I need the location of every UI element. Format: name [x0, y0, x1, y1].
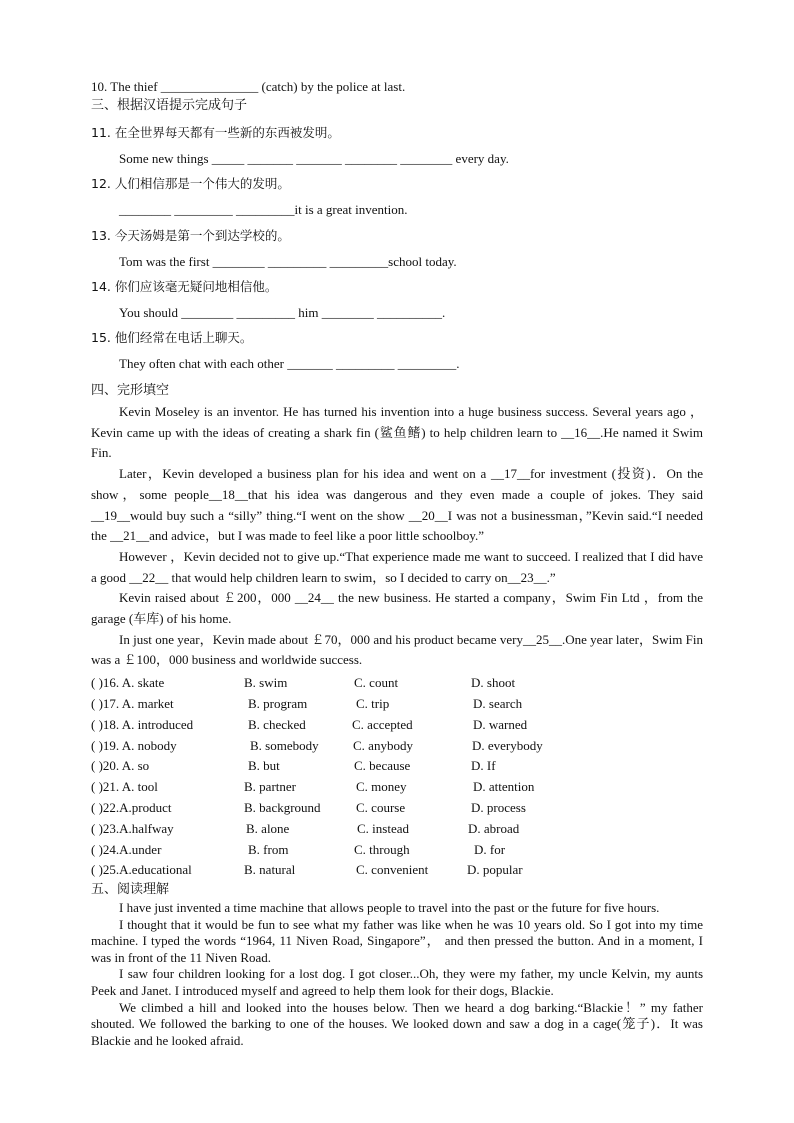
option-b: B. swim	[244, 675, 288, 690]
question-12-prompt: 12. 人们相信那是一个伟大的发明。	[91, 176, 290, 191]
question-15-prompt: 15. 他们经常在电话上聊天。	[91, 330, 253, 345]
cloze-paragraph: Kevin raised about ￡200，000 __24__ the new business. He started a company，Swim Fin Ltd ，from the garage (车库) of his home.	[91, 590, 703, 627]
option-d: D. abroad	[468, 821, 520, 836]
reading-paragraph: I have just invented a time machine that allows people to travel into the past or the future for five hours.	[119, 900, 660, 915]
option-c: C. count	[354, 675, 399, 690]
option-c: C. trip	[356, 696, 390, 711]
question-12-answer: ________ _________ _________it is a great invention.	[119, 202, 408, 217]
cloze-question-number: ( )23.A.halfway	[91, 821, 174, 836]
option-b: B. from	[248, 842, 289, 857]
option-d: D. attention	[473, 779, 535, 794]
option-d: D. popular	[467, 862, 523, 877]
cloze-question-number: ( )19. A. nobody	[91, 738, 177, 753]
option-d: D. process	[471, 800, 526, 815]
option-b: B. program	[248, 696, 308, 711]
option-c: C. accepted	[352, 717, 413, 732]
cloze-question-number: ( )18. A. introduced	[91, 717, 194, 732]
option-d: D. warned	[473, 717, 528, 732]
section-3-heading: 三、根据汉语提示完成句子	[91, 98, 248, 113]
question-11-answer: Some new things _____ _______ _______ ________ ________ every day.	[119, 151, 509, 166]
section-4-heading: 四、完形填空	[91, 383, 170, 398]
option-d: D. search	[473, 696, 523, 711]
section-5-heading: 五、阅读理解	[91, 882, 170, 897]
cloze-paragraph: Kevin Moseley is an inventor. He has turned his invention into a huge business success. Several years ago ，Kevin came up with the ideas of creating a shark fin (鲨鱼鳍) to help children learn to __16__.He named it Swim Fin.	[91, 404, 703, 461]
option-b: B. checked	[248, 717, 306, 732]
cloze-paragraph: In just one year，Kevin made about ￡70，000 and his product became very__25__.One year later，Swim Fin was a ￡100，000 business and worldwide success.	[91, 631, 703, 668]
cloze-question-number: ( )20. A. so	[91, 758, 150, 773]
option-d: D. everybody	[472, 738, 543, 753]
option-b: B. partner	[244, 779, 296, 794]
option-b: B. background	[244, 800, 321, 815]
option-c: C. through	[354, 842, 410, 857]
option-c: C. convenient	[356, 862, 429, 877]
question-11-prompt: 11. 在全世界每天都有一些新的东西被发明。	[91, 125, 340, 140]
question-15-answer: They often chat with each other _______ _________ _________.	[119, 356, 460, 371]
option-b: B. natural	[244, 862, 296, 877]
question-13-answer: Tom was the first ________ _________ _________school today.	[119, 254, 457, 269]
reading-passage	[91, 900, 703, 1049]
question-14-answer: You should ________ _________ him ________ __________.	[119, 305, 446, 320]
reading-paragraph: I thought that it would be fun to see what my father was like when he was 10 years old. So I got into my time machine. I typed the words “1964, 11 Niven Road, Singapore”， and then pressed the button. And in a moment, I was in front of the 11 Niven Road.	[91, 916, 703, 965]
cloze-paragraph: Later，Kevin developed a business plan for his idea and went on a __17__for investment (投资)．On the show，some people__18__that his idea was dangerous and they even made a couple of jokes. They said __19__would buy such a “silly” thing.“I went on the show __20__I was not a businessman，”Kevin said.“I needed the __21__and advice，but I was made to feel like a poor little schoolboy.”	[91, 466, 703, 544]
cloze-question-number: ( )17. A. market	[91, 696, 174, 711]
option-c: C. money	[356, 779, 407, 794]
reading-paragraph: We climbed a hill and looked into the houses below. Then we heard a dog barking.“Blackie！” my father shouted. We followed the barking to one of the houses. We looked down and saw a dog in a cage(笼子)．It was Blackie and he looked afraid.	[91, 999, 703, 1048]
cloze-question-number: ( )24.A.under	[91, 842, 162, 857]
question-14-prompt: 14. 你们应该毫无疑问地相信他。	[91, 279, 278, 294]
option-c: C. instead	[357, 821, 409, 836]
cloze-question-number: ( )22.A.product	[91, 800, 172, 815]
cloze-question-number: ( )21. A. tool	[91, 779, 158, 794]
option-d: D. for	[474, 842, 506, 857]
option-d: D. shoot	[471, 675, 516, 690]
option-c: C. course	[356, 800, 406, 815]
option-b: B. alone	[246, 821, 290, 836]
option-b: B. but	[248, 758, 280, 773]
cloze-question-number: ( )25.A.educational	[91, 862, 192, 877]
cloze-paragraph: However ，Kevin decided not to give up.“That experience made me want to succeed. I realized that I did have a good __22__ that would help children learn to swim，so I decided to carry on__23__.”	[91, 548, 703, 585]
option-d: D. If	[471, 758, 496, 773]
question-10: 10. The thief _______________ (catch) by the police at last.	[91, 79, 406, 94]
option-c: C. because	[354, 758, 411, 773]
question-13-prompt: 13. 今天汤姆是第一个到达学校的。	[91, 228, 290, 243]
cloze-passage	[91, 402, 703, 671]
option-c: C. anybody	[353, 738, 413, 753]
option-b: B. somebody	[250, 738, 319, 753]
cloze-question-number: ( )16. A. skate	[91, 675, 165, 690]
reading-paragraph: I saw four children looking for a lost dog. I got closer...Oh, they were my father, my uncle Kelvin, my aunts Peek and Janet. I introduced myself and agreed to help them look for their dogs, Blackie.	[91, 966, 703, 998]
